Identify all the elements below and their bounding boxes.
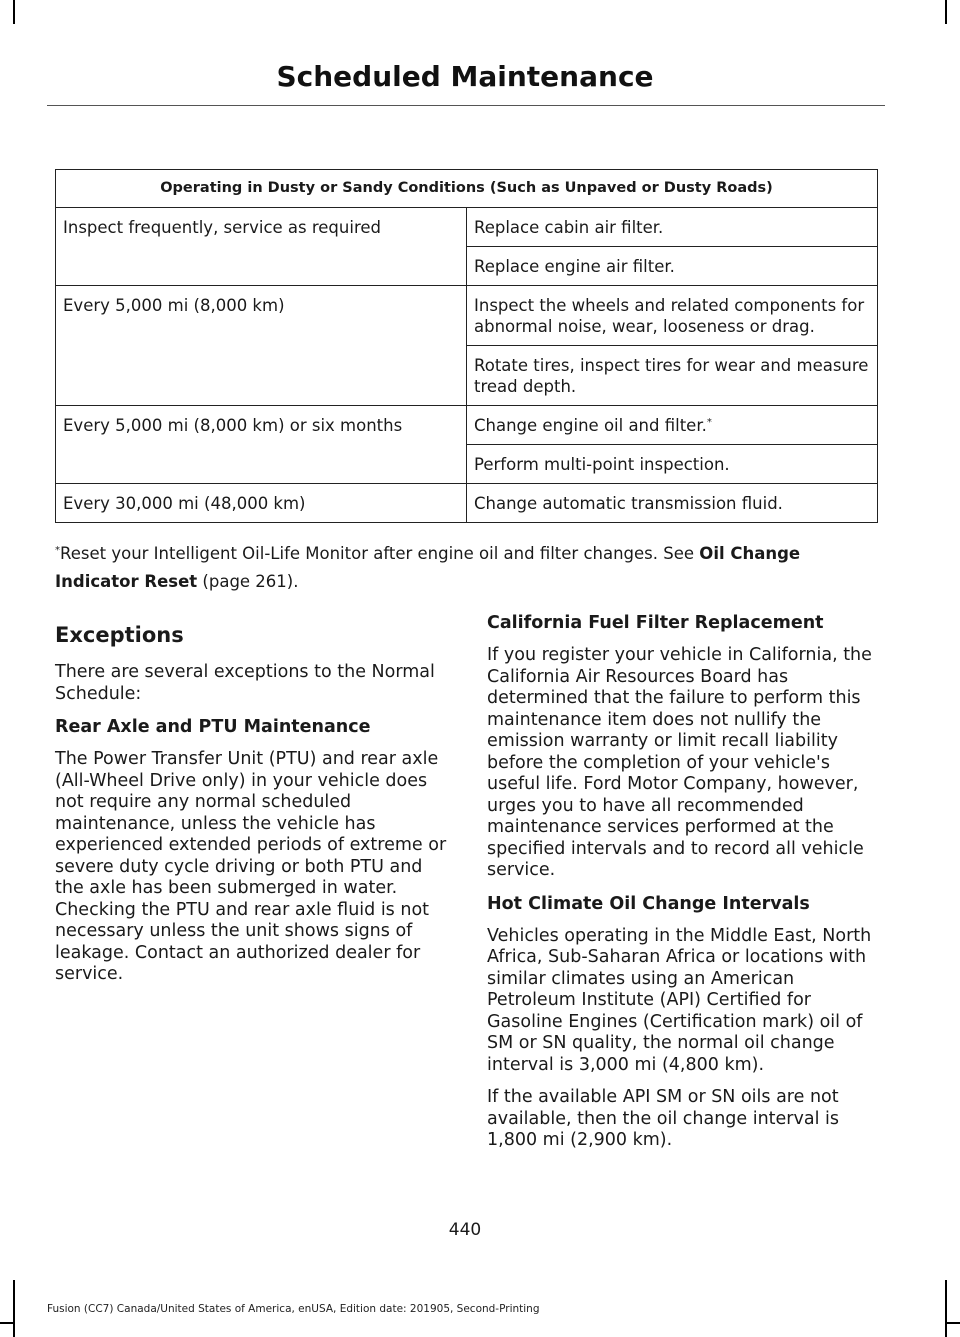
- subheading-hot-climate: Hot Climate Oil Change Intervals: [487, 893, 810, 914]
- table-footnote: [55, 540, 885, 596]
- interval-cell: Every 5,000 mi (8,000 km) or six months: [56, 406, 467, 484]
- item-cell: Replace cabin air filter.: [467, 208, 878, 247]
- right-column: [487, 612, 882, 1163]
- interval-cell: Every 5,000 mi (8,000 km): [56, 286, 467, 406]
- paragraph: There are several exceptions to the Normal Schedule:: [55, 662, 435, 704]
- item-cell: Rotate tires, inspect tires for wear and measure tread depth.: [467, 346, 878, 406]
- table-header-row: [56, 170, 878, 208]
- item-cell: Perform multi-point inspection.: [467, 445, 878, 484]
- paragraph: If the available API SM or SN oils are not available, then the oil change interval is 1,800 mi (2,900 km).: [487, 1087, 839, 1150]
- maintenance-table: [55, 169, 878, 523]
- table-row: [56, 484, 878, 523]
- crop-mark-top-left: [13, 0, 15, 24]
- section-heading-exceptions: Exceptions: [55, 623, 184, 647]
- subheading-california-fuel-filter: California Fuel Filter Replacement: [487, 613, 824, 633]
- edition-footer: Fusion (CC7) Canada/United States of America, enUSA, Edition date: 201905, Second-Printing: [47, 1303, 540, 1315]
- table-heading: Operating in Dusty or Sandy Conditions (Such as Unpaved or Dusty Roads): [56, 170, 878, 208]
- table-row: [56, 208, 878, 247]
- header-rule: [47, 105, 885, 106]
- crop-mark-bottom-right-h: [946, 1322, 960, 1324]
- crop-mark-bottom-right: [945, 1280, 947, 1337]
- paragraph: The Power Transfer Unit (PTU) and rear axle (All-Wheel Drive only) in your vehicle does not require any normal scheduled maintenance, unless the vehicle has experienced extended periods of extreme or severe duty cycle driving or both PTU and the axle has been submerged in water. Checking the PTU and rear axle fluid is not necessary unless the unit shows signs of leakage. Contact an authorized dealer for service.: [55, 749, 447, 984]
- table-row: [56, 286, 878, 346]
- page-title: Scheduled Maintenance: [276, 60, 654, 93]
- footnote-marker: *: [55, 545, 60, 556]
- paragraph: Vehicles operating in the Middle East, North Africa, Sub-Saharan Africa or locations with similar climates using an American Petroleum Institute (API) Certified for Gasoline Engines (Certification mark) oil of SM or SN quality, the normal oil change interval is 3,000 mi (4,800 km).: [487, 925, 872, 1075]
- crop-mark-top-right: [945, 0, 947, 24]
- interval-cell: Every 30,000 mi (48,000 km): [56, 484, 467, 523]
- page-reference: (page 261).: [197, 572, 299, 591]
- page-number: 440: [448, 1220, 482, 1240]
- item-cell: Change automatic transmission fluid.: [467, 484, 878, 523]
- item-text: Change engine oil and filter.: [474, 416, 707, 435]
- paragraph: If you register your vehicle in California, the California Air Resources Board has determined that the failure to perform this maintenance item does not nullify the emission warranty or limit recall liability before the completion of your vehicle's useful life. Ford Motor Company, however, urges you to have all recommended maintenance services performed at the specified intervals and to record all vehicle service.: [487, 645, 872, 880]
- item-cell: [467, 406, 878, 445]
- left-column: [55, 622, 450, 997]
- footnote-marker: *: [706, 417, 712, 428]
- table-row: [56, 406, 878, 445]
- item-cell: Replace engine air filter.: [467, 247, 878, 286]
- cross-reference-link[interactable]: Oil Change Indicator Reset: [55, 544, 801, 591]
- footnote-text: Reset your Intelligent Oil-Life Monitor after engine oil and filter changes. See: [60, 544, 700, 563]
- subheading-rear-axle: Rear Axle and PTU Maintenance: [55, 717, 371, 737]
- crop-mark-bottom-left-h: [0, 1322, 13, 1324]
- interval-cell: Inspect frequently, service as required: [56, 208, 467, 286]
- crop-mark-bottom-left: [13, 1280, 15, 1337]
- item-cell: Inspect the wheels and related components for abnormal noise, wear, looseness or drag.: [467, 286, 878, 346]
